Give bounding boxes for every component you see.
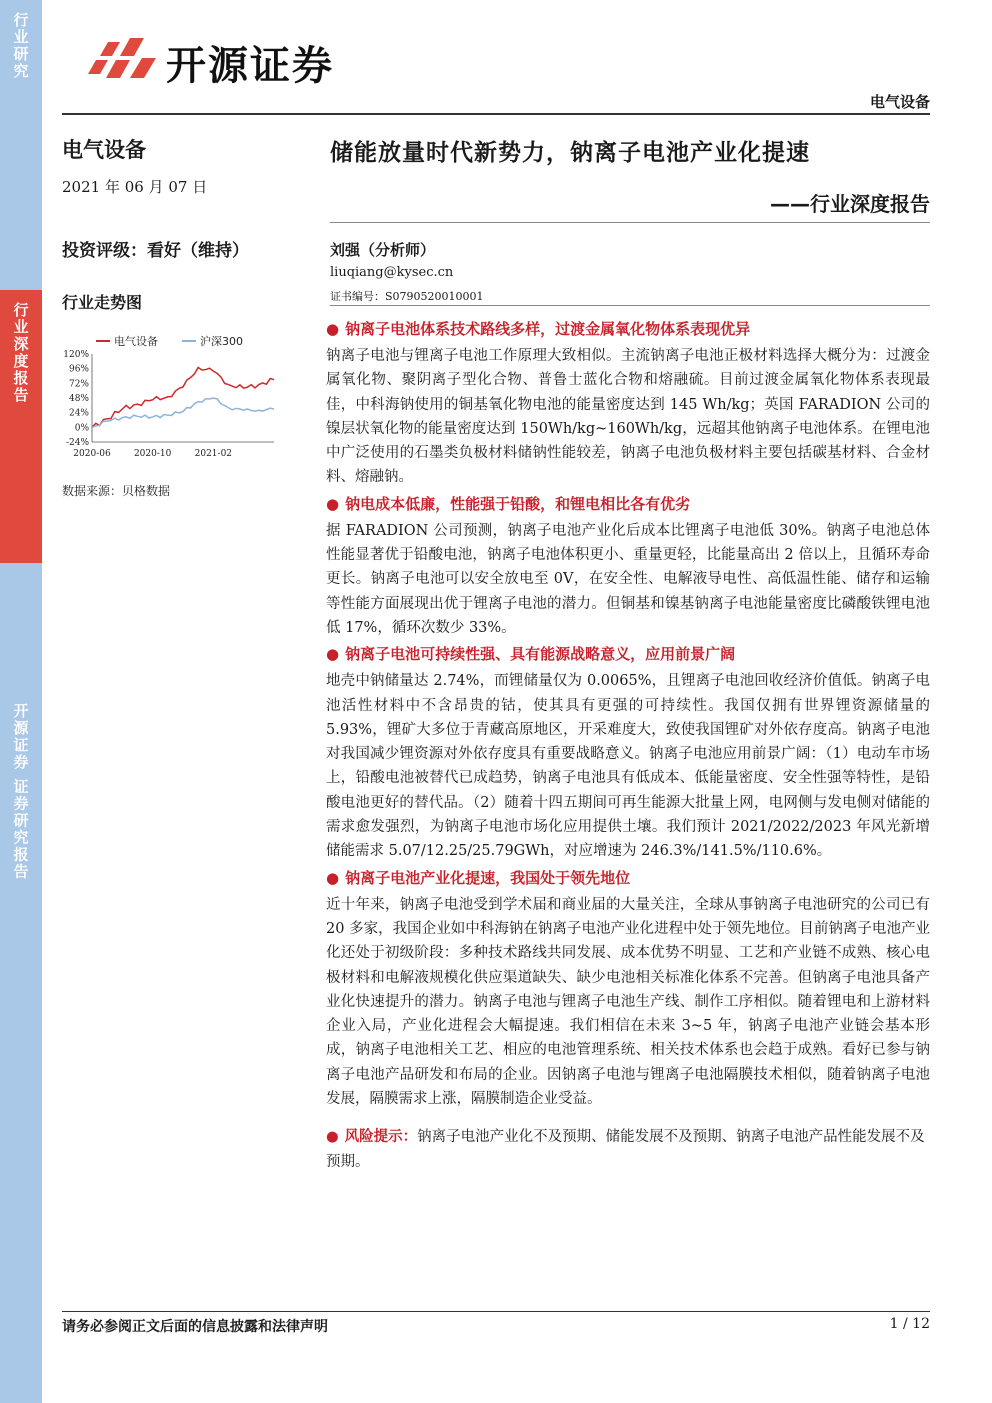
brand-name: 开源证券 bbox=[166, 43, 334, 89]
section-heading bbox=[326, 867, 930, 889]
series-line-0 bbox=[92, 367, 274, 427]
header-sector: 电气设备 bbox=[869, 93, 930, 111]
chart-legend bbox=[96, 334, 243, 348]
sidebar-segment-brand bbox=[0, 563, 42, 1403]
legend-label: 电气设备 bbox=[114, 335, 158, 348]
sidebar-label-research: 行业研究 bbox=[11, 12, 30, 80]
bullet-icon: ● bbox=[326, 1129, 339, 1146]
x-tick-label: 2020-06 bbox=[73, 449, 111, 459]
legend-label: 沪深300 bbox=[200, 335, 243, 348]
section-heading bbox=[326, 643, 930, 665]
report-title: 储能放量时代新势力，钠离子电池产业化提速 bbox=[330, 140, 810, 166]
y-tick-label: -24% bbox=[65, 438, 89, 448]
y-tick-label: 0% bbox=[74, 423, 89, 434]
bullet-icon: ● bbox=[326, 868, 340, 887]
analyst-divider bbox=[330, 305, 930, 306]
section-heading-text: 钠电成本低廉，性能强于铅酸，和锂电相比各有优劣 bbox=[345, 494, 691, 513]
section-body: 据 FARADION 公司预测，钠离子电池产业化后成本比锂离子电池低 30%。钠离子电池总体性能显著优于铅酸电池，钠离子电池体积更小、重量更轻，比能量高出 2 倍以上，且循环寿命更长。钠离子电池可以安全放电至 0V，在安全性、电解液导电性、高低温性能、储存和运输等性能方面展现出优于锂离子电池的潜力。但铜基和镍基钠离子电池能量密度比磷酸铁锂电池低 17%，循环次数少 33%。 bbox=[326, 522, 930, 636]
sidebar-label-brand: 开源证券 证券研究报告 bbox=[11, 703, 30, 881]
y-tick-label: 24% bbox=[68, 408, 89, 419]
report-subtitle: ——行业深度报告 bbox=[770, 192, 930, 216]
chart-series bbox=[92, 367, 274, 427]
page-number: 1 / 12 bbox=[889, 1316, 930, 1332]
report-date: 2021 年 06 月 07 日 bbox=[62, 178, 208, 196]
kysec-logo-icon bbox=[86, 30, 158, 86]
sidebar-segment-report-type bbox=[0, 290, 42, 563]
report-summary bbox=[326, 316, 930, 1175]
section-body: 钠离子电池与锂离子电池工作原理大致相似。主流钠离子电池正极材料选择大概分为：过渡金属氧化物、聚阴离子型化合物、普鲁士蓝化合物和熔融硫。目前过渡金属氧化物体系表现最佳，中科海钠使用的铜基氧化物电池的能量密度达到 145 Wh/kg；英国 FARADION 公司的镍层状氧化物的能量密度达到 150Wh/kg~160Wh/kg，远超其他钠离子电池体系。在锂电池中广泛使用的石墨类负极材料储钠性能较差，钠离子电池负极材料主要包括碳基材料、合金材料、熔融钠。 bbox=[326, 348, 930, 486]
y-tick-label: 96% bbox=[68, 364, 89, 375]
chart-source: 数据来源：贝格数据 bbox=[62, 484, 171, 498]
footer-divider bbox=[62, 1311, 930, 1312]
section-heading-text: 钠离子电池体系技术路线多样，过渡金属氧化物体系表现优异 bbox=[345, 320, 751, 338]
bullet-icon: ● bbox=[326, 645, 340, 664]
section-heading bbox=[326, 493, 930, 515]
analyst-cert: 证书编号：S0790520010001 bbox=[330, 290, 484, 303]
y-tick-label: 48% bbox=[68, 394, 89, 404]
footer-disclaimer[interactable]: 请务必参阅正文后面的信息披露和法律声明 bbox=[62, 1319, 328, 1335]
risk-text: 钠离子电池产业化不及预期、储能发展不及预期、钠离子电池产品性能发展不及预期。 bbox=[326, 1129, 925, 1171]
section-body: 近十年来，钠离子电池受到学术届和商业届的大量关注，全球从事钠离子电池研究的公司已有 20 多家，我国企业如中科海钠在钠离子电池产业化进程中处于领先地位。目前钠离子电池产业化还处于初级阶段：多种技术路线共同发展、成本优势不明显、工艺和产业链不成熟、核心电极材料和电解液规模化供应渠道缺失、缺少电池相关标准化体系不完善。但钠离子电池具备产业化快速提升的潜力。钠离子电池与锂离子电池生产线、制作工序相似。随着锂电和上游材料企业入局，产业化进程会大幅提速。我们相信在未来 3~5 年，钠离子电池产业链会基本形成，钠离子电池相关工艺、相应的电池管理系统、相关技术体系也会趋于成熟。看好已参与钠离子电池产品研发和布局的企业。因钠离子电池与锂离子电池隔膜技术相似，随着钠离子电池发展，隔膜需求上涨，隔膜制造企业受益。 bbox=[326, 896, 930, 1108]
section-heading-text: 钠离子电池产业化提速，我国处于领先地位 bbox=[345, 868, 631, 887]
y-tick-label: 120% bbox=[63, 350, 89, 360]
chart-x-axis bbox=[73, 442, 274, 459]
trend-chart-title: 行业走势图 bbox=[62, 293, 143, 312]
sidebar-segment-research bbox=[0, 0, 42, 290]
title-divider bbox=[330, 222, 930, 223]
bullet-icon: ● bbox=[326, 494, 340, 513]
risk-label: 风险提示： bbox=[344, 1129, 418, 1146]
section-body: 地壳中钠储量达 2.74%，而锂储量仅为 0.0065%，且锂离子电池回收经济价值低。钠离子电池活性材料中不含昂贵的钴，使其具有更强的可持续性。我国仅拥有世界锂资源储量的 5.93%，锂矿大多位于青藏高原地区，开采难度大，致使我国锂矿对外依存度高。钠离子电池对我国减少锂资源对外依存度具有重要战略意义。钠离子电池应用前景广阔：（1）电动车市场上，铅酸电池被替代已成趋势，钠离子电池具有低成本、低能量密度、安全性强等特性，是铅酸电池更好的替代品。（2）随着十四五期间可再生能源大批量上网，电网侧与发电侧对储能的需求愈发强烈，为钠离子电池市场化应用提供土壤。我们预计 2021/2022/2023 年风光新增储能需求 5.07/12.25/25.79GWh，对应增速为 246.3%/141.5%/110.6%。 bbox=[326, 673, 930, 860]
left-sidebar bbox=[0, 0, 42, 1403]
sector-name: 电气设备 bbox=[62, 138, 146, 162]
chart-y-axis bbox=[63, 350, 92, 448]
risk-warning bbox=[326, 1125, 930, 1175]
x-tick-label: 2020-10 bbox=[133, 449, 172, 459]
sidebar-label-report-type: 行业深度报告 bbox=[11, 302, 30, 404]
section-heading-text: 钠离子电池可持续性强、具有能源战略意义，应用前景广阔 bbox=[345, 645, 736, 664]
analyst-name: 刘强（分析师） bbox=[330, 241, 436, 259]
header-divider bbox=[62, 113, 930, 115]
industry-trend-chart bbox=[62, 330, 280, 480]
investment-rating: 投资评级：看好（维持） bbox=[62, 241, 249, 261]
x-tick-label: 2021-02 bbox=[194, 449, 233, 459]
section-heading bbox=[326, 318, 930, 340]
analyst-email[interactable]: liuqiang@kysec.cn bbox=[330, 265, 454, 280]
y-tick-label: 72% bbox=[68, 379, 89, 390]
bullet-icon: ● bbox=[326, 320, 340, 338]
